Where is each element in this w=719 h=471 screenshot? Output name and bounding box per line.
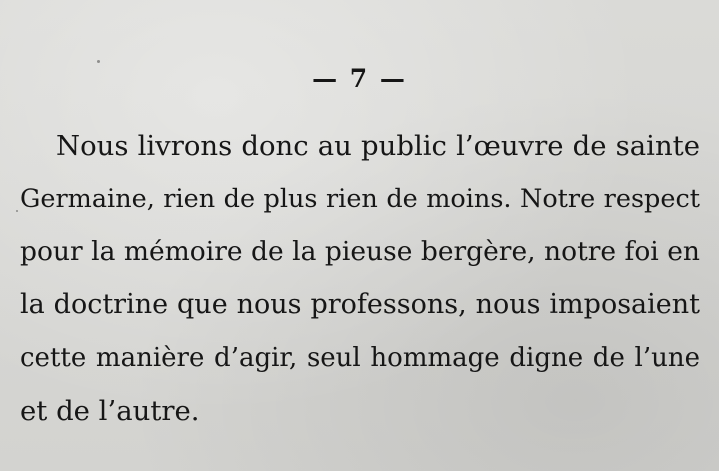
page-number: — 7 —	[312, 64, 407, 93]
paragraph-line: Nous livrons donc au public l’œuvre de sainte	[56, 130, 700, 162]
paper-speck	[97, 60, 100, 63]
paper-speck	[16, 210, 18, 212]
paragraph-line: cette manière d’agir, seul hommage digne de l’une	[20, 343, 700, 373]
paragraph-line: la doctrine que nous professons, nous imposaient	[20, 289, 700, 320]
paragraph	[20, 124, 700, 442]
paragraph-line: Germaine, rien de plus rien de moins. Notre respect	[20, 184, 700, 214]
paragraph-line: pour la mémoire de la pieuse bergère, notre foi en	[20, 236, 700, 267]
paragraph-line: et de l’autre.	[20, 395, 200, 427]
